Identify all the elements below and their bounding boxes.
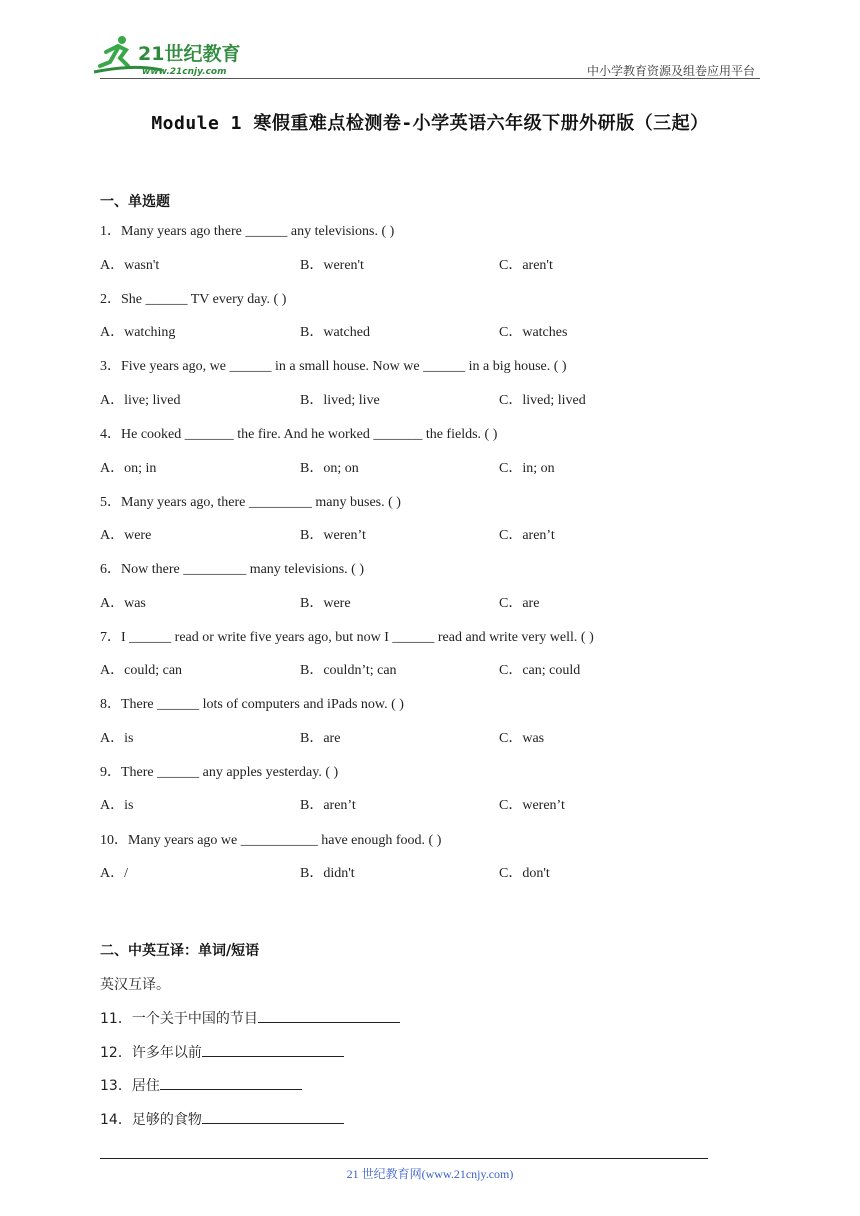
option-a: A．/ [100,866,128,881]
option-b: B．weren’t [300,528,366,543]
option-c: C．are [499,596,540,611]
question-4: 4．He cooked _______ the fire. And he worked _______ the fields. ( ) [100,427,498,442]
options-8 [100,727,760,747]
options-5 [100,524,760,544]
options-9 [100,794,760,814]
options-6 [100,592,760,612]
option-b: B．couldn’t; can [300,663,397,678]
option-b: B．watched [300,325,370,340]
option-b: B．didn't [300,866,355,881]
option-c: C．lived; lived [499,393,586,408]
answer-blank[interactable] [258,1009,400,1023]
option-c: C．weren’t [499,798,565,813]
translation-prompt: 14．足够的食物 [100,1112,202,1128]
question-9: 9．There ______ any apples yesterday. ( ) [100,765,339,780]
option-a: A．on; in [100,461,157,476]
answer-blank[interactable] [160,1076,302,1090]
question-1: 1．Many years ago there ______ any televisions. ( ) [100,224,395,239]
option-b: B．were [300,596,351,611]
question-8: 8．There ______ lots of computers and iPads now. ( ) [100,697,404,712]
option-a: A．live; lived [100,393,181,408]
options-4 [100,457,760,477]
question-10: 10．Many years ago we ___________ have enough food. ( ) [100,833,442,848]
option-c: C．was [499,731,545,746]
question-5: 5．Many years ago, there _________ many buses. ( ) [100,495,401,510]
options-10 [100,862,760,882]
translation-item-12 [100,1042,344,1062]
answer-blank[interactable] [202,1043,344,1057]
option-a: A．was [100,596,146,611]
option-a: A．is [100,731,134,746]
section-heading-translation: 二、中英互译：单词/短语 [100,943,260,959]
question-7: 7．I ______ read or write five years ago, but now I ______ read and write very well. ( ) [100,630,594,645]
translation-item-11 [100,1008,400,1028]
question-3: 3．Five years ago, we ______ in a small house. Now we ______ in a big house. ( ) [100,359,567,374]
platform-name: 中小学教育资源及组卷应用平台 [586,64,755,78]
option-b: B．lived; live [300,393,380,408]
translation-prompt: 13．居住 [100,1078,160,1094]
translation-item-13 [100,1075,302,1095]
option-c: C．watches [499,325,568,340]
option-b: B．on; on [300,461,359,476]
header-divider [100,78,760,79]
option-b: B．are [300,731,341,746]
option-a: A．wasn't [100,258,160,273]
option-a: A．watching [100,325,176,340]
option-c: C．in; on [499,461,555,476]
question-6: 6．Now there _________ many televisions. ( ) [100,562,365,577]
translation-prompt: 11．一个关于中国的节目 [100,1011,258,1027]
translation-instruction: 英汉互译。 [100,977,170,993]
logo-text: 21世纪教育 [138,43,241,65]
options-2 [100,321,760,341]
option-c: C．aren’t [499,528,555,543]
option-a: A．could; can [100,663,183,678]
options-7 [100,659,760,679]
options-1 [100,254,760,274]
option-a: A．is [100,798,134,813]
options-3 [100,389,760,409]
site-logo [92,34,262,78]
option-a: A．were [100,528,152,543]
question-2: 2．She ______ TV every day. ( ) [100,292,287,307]
footer-divider [100,1158,708,1159]
answer-blank[interactable] [202,1110,344,1124]
option-b: B．weren't [300,258,364,273]
logo-url: www.21cnjy.com [142,67,227,77]
section-heading-multiple-choice: 一、单选题 [100,194,170,210]
option-b: B．aren’t [300,798,356,813]
footer-link[interactable]: 21 世纪教育网(www.21cnjy.com) [346,1167,514,1181]
document-title: Module 1 寒假重难点检测卷-小学英语六年级下册外研版（三起） [151,113,709,134]
option-c: C．can; could [499,663,581,678]
translation-item-14 [100,1109,344,1129]
option-c: C．aren't [499,258,553,273]
option-c: C．don't [499,866,550,881]
translation-prompt: 12．许多年以前 [100,1045,202,1061]
